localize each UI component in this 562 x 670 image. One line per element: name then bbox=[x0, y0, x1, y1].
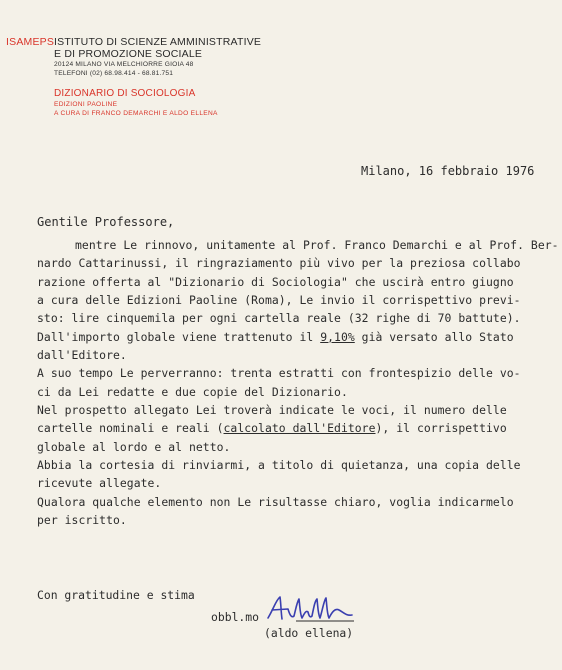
institute-phones: TELEFONI (02) 68.98.414 - 68.81.751 bbox=[54, 70, 174, 77]
closing: Con gratitudine e stima bbox=[37, 588, 195, 602]
body-text: già versato allo Stato bbox=[354, 329, 514, 344]
body-line: ricevute allegate. bbox=[37, 476, 162, 491]
body-line: Nel prospetto allegato Lei troverà indicate le voci, il numero delle bbox=[37, 403, 507, 418]
letterhead bbox=[6, 36, 261, 118]
body-text: Dall'importo globale viene trattenuto il bbox=[37, 329, 321, 344]
body-line: per iscritto. bbox=[37, 513, 127, 528]
body-line: A suo tempo Le perverranno: trenta estratti con frontespizio delle vo- bbox=[37, 366, 521, 381]
body-line: globale al lordo e al netto. bbox=[37, 439, 231, 454]
body-line: nardo Cattarinussi, il ringraziamento più vivo per la preziosa collabo bbox=[37, 256, 521, 271]
dictionary-block bbox=[54, 88, 261, 118]
institute-name-line2: E DI PROMOZIONE SOCIALE bbox=[54, 48, 203, 60]
body-line bbox=[37, 328, 557, 346]
letter-body bbox=[37, 236, 557, 530]
body-line: Abbia la cortesia di rinviarmi, a titolo di quietanza, una copia delle bbox=[37, 458, 521, 473]
body-text: ), il corrispettivo bbox=[375, 421, 507, 436]
obbl-label: obbl.mo bbox=[211, 610, 260, 624]
signature-drawing bbox=[266, 594, 358, 624]
signer-name: (aldo ellena) bbox=[264, 626, 354, 640]
body-line: mentre Le rinnovo, unitamente al Prof. Franco Demarchi e al Prof. Ber- bbox=[75, 238, 559, 252]
underlined-note: calcolato dall'Editore bbox=[223, 421, 376, 436]
body-line: a cura delle Edizioni Paoline (Roma), Le invio il corrispettivo previ- bbox=[37, 293, 521, 308]
dictionary-editors: A CURA DI FRANCO DEMARCHI E ALDO ELLENA bbox=[54, 110, 218, 117]
body-line: Qualora qualche elemento non Le risultasse chiaro, voglia indicarmelo bbox=[37, 494, 514, 509]
institute-address: 20124 MILANO VIA MELCHIORRE GIOIA 48 bbox=[54, 61, 194, 68]
body-line bbox=[37, 419, 557, 437]
body-text: cartelle nominali e reali ( bbox=[37, 421, 224, 436]
institute-name-line1: ISTITUTO DI SCIENZE AMMINISTRATIVE bbox=[54, 36, 262, 48]
dictionary-publisher: EDIZIONI PAOLINE bbox=[54, 101, 118, 108]
body-line: ci da Lei redatte e due copie del Dizionario. bbox=[37, 384, 348, 399]
brand-logo-text: ISAMEPS bbox=[6, 36, 55, 48]
handwritten-signature bbox=[266, 594, 358, 628]
body-line: sto: lire cinquemila per ogni cartella reale (32 righe di 70 battute). bbox=[37, 311, 521, 326]
dictionary-title: DIZIONARIO DI SOCIOLOGIA bbox=[54, 88, 196, 99]
salutation: Gentile Professore, bbox=[37, 215, 175, 229]
institute-block bbox=[54, 36, 261, 78]
body-line: razione offerta al "Dizionario di Sociologia" che uscirà entro giugno bbox=[37, 274, 514, 289]
letter-date: Milano, 16 febbraio 1976 bbox=[361, 164, 535, 178]
letterhead-header-row bbox=[6, 36, 261, 78]
underlined-percentage: 9,10% bbox=[320, 329, 355, 344]
body-line: dall'Editore. bbox=[37, 348, 127, 363]
